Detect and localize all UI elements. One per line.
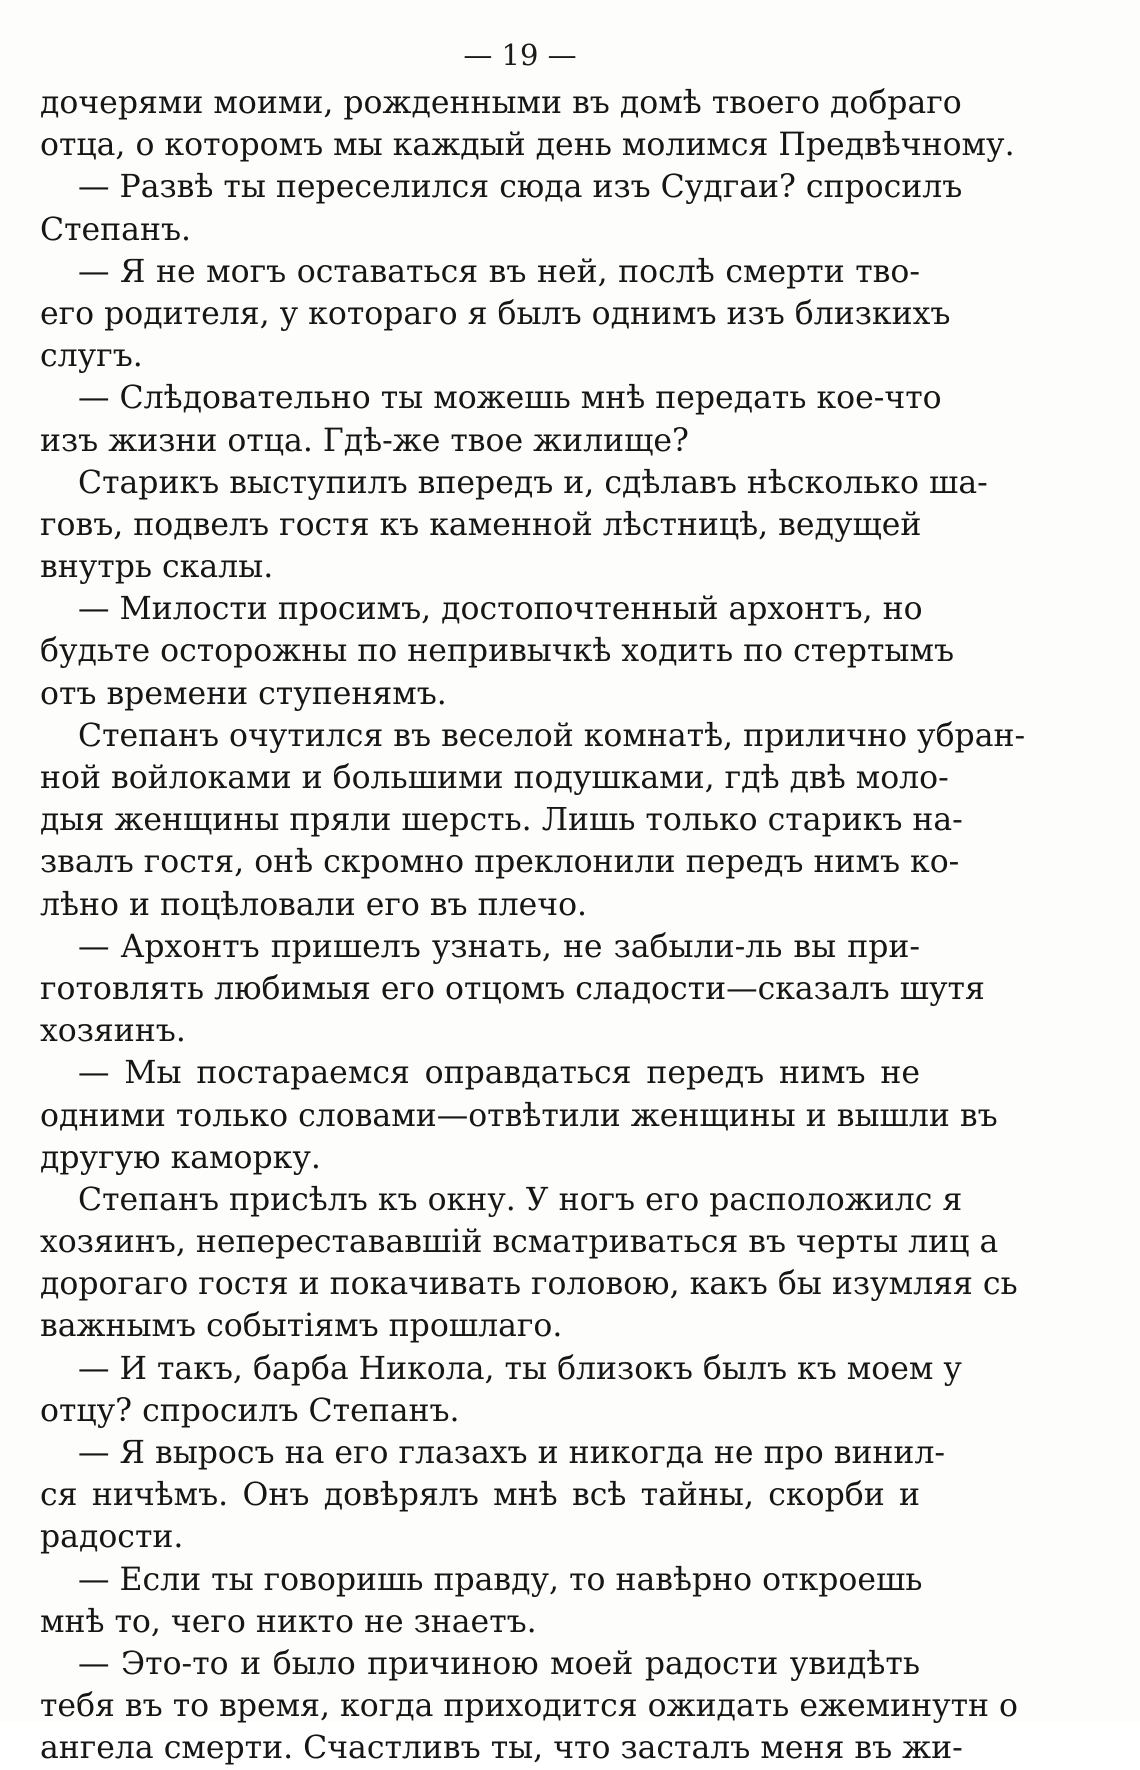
text-line: тебя въ то время, когда приходится ожидать ежеминутн о (40, 1688, 1019, 1725)
text-line: внутрь скалы. (40, 549, 274, 586)
text-line: изъ жизни отца. Гдѣ-же твое жилище? (40, 422, 689, 459)
text-line: хозяинъ. (40, 1013, 186, 1050)
text-line: — Архонтъ пришелъ узнать, не забыли-ль вы при- (78, 928, 920, 965)
text-line: одними только словами—отвѣтили женщины и вышли въ (40, 1097, 998, 1134)
text-line: — Я не могъ оставаться въ ней, послѣ смерти тво- (78, 253, 920, 290)
text-line: Степанъ очутился въ веселой комнатѣ, прилично убран- (78, 717, 1026, 754)
text-line: дорогаго гостя и покачивать головою, какъ бы изумляя сь (40, 1266, 1018, 1303)
text-line: — Милости просимъ, достопочтенный архонтъ, но (78, 591, 923, 628)
text-line: ной войлоками и большими подушками, гдѣ двѣ моло- (40, 760, 949, 796)
text-line: ся ничѣмъ. Онъ довѣрялъ мнѣ всѣ тайны, скорби и (40, 1477, 920, 1514)
text-line: Степанъ. (40, 211, 191, 248)
text-line: — Развѣ ты переселился сюда изъ Судгаи? спросилъ (78, 169, 963, 206)
page-number: — 19 — (463, 38, 577, 72)
text-line: — Слѣдовательно ты можешь мнѣ передать кое-что (78, 380, 942, 417)
text-line: Старикъ выступилъ впередъ и, сдѣлавъ нѣсколько ша- (78, 464, 988, 501)
text-line: радости. (40, 1519, 184, 1556)
text-line: отца, о которомъ мы каждый день молимся Предвѣчному. (40, 127, 1015, 164)
text-line: хозяинъ, неперестававшій всматриваться въ черты лиц а (40, 1224, 999, 1261)
text-line: Степанъ присѣлъ къ окну. У ногъ его расположилс я (78, 1181, 963, 1218)
text-line: важнымъ событіямъ прошлаго. (40, 1308, 563, 1345)
text-line: — Это-то и было причиною моей радости увидѣть (78, 1645, 920, 1682)
text-line: отъ времени ступенямъ. (40, 675, 447, 712)
text-line: лѣно и поцѣловали его въ плечо. (40, 886, 588, 923)
text-line: говъ, подвелъ гостя къ каменной лѣстницѣ, ведущей (40, 506, 922, 543)
text-line: будьте осторожны по непривычкѣ ходить по стертымъ (40, 633, 954, 670)
text-line: — Я выросъ на его глазахъ и никогда не про винил- (78, 1435, 946, 1471)
text-line: отцу? спросилъ Степанъ. (40, 1392, 460, 1429)
text-line: дочерями моими, рожденными въ домѣ твоего добраго (40, 85, 962, 121)
text-line: другую каморку. (40, 1139, 321, 1176)
text-line: слугъ. (40, 338, 143, 375)
body-text (40, 82, 1026, 1770)
text-line: дыя женщины пряли шерсть. Лишь только старикъ на- (40, 802, 963, 839)
text-line: — И такъ, барба Никола, ты близокъ былъ къ моем у (78, 1350, 962, 1387)
text-line: — Если ты говоришь правду, то навѣрно откроешь (78, 1561, 923, 1598)
text-line: готовлять любимыя его отцомъ сладости—сказалъ шутя (40, 970, 985, 1007)
text-line: ангела смерти. Счастливъ ты, что засталъ меня въ жи- (40, 1730, 963, 1767)
text-line: звалъ гостя, онѣ скромно преклонили передъ нимъ ко- (40, 844, 960, 881)
text-line: его родителя, у котораго я былъ однимъ изъ близкихъ (40, 295, 951, 332)
text-line: — Мы постараемся оправдаться передъ нимъ не (78, 1055, 920, 1092)
text-line: мнѣ то, чего никто не знаетъ. (40, 1603, 537, 1640)
